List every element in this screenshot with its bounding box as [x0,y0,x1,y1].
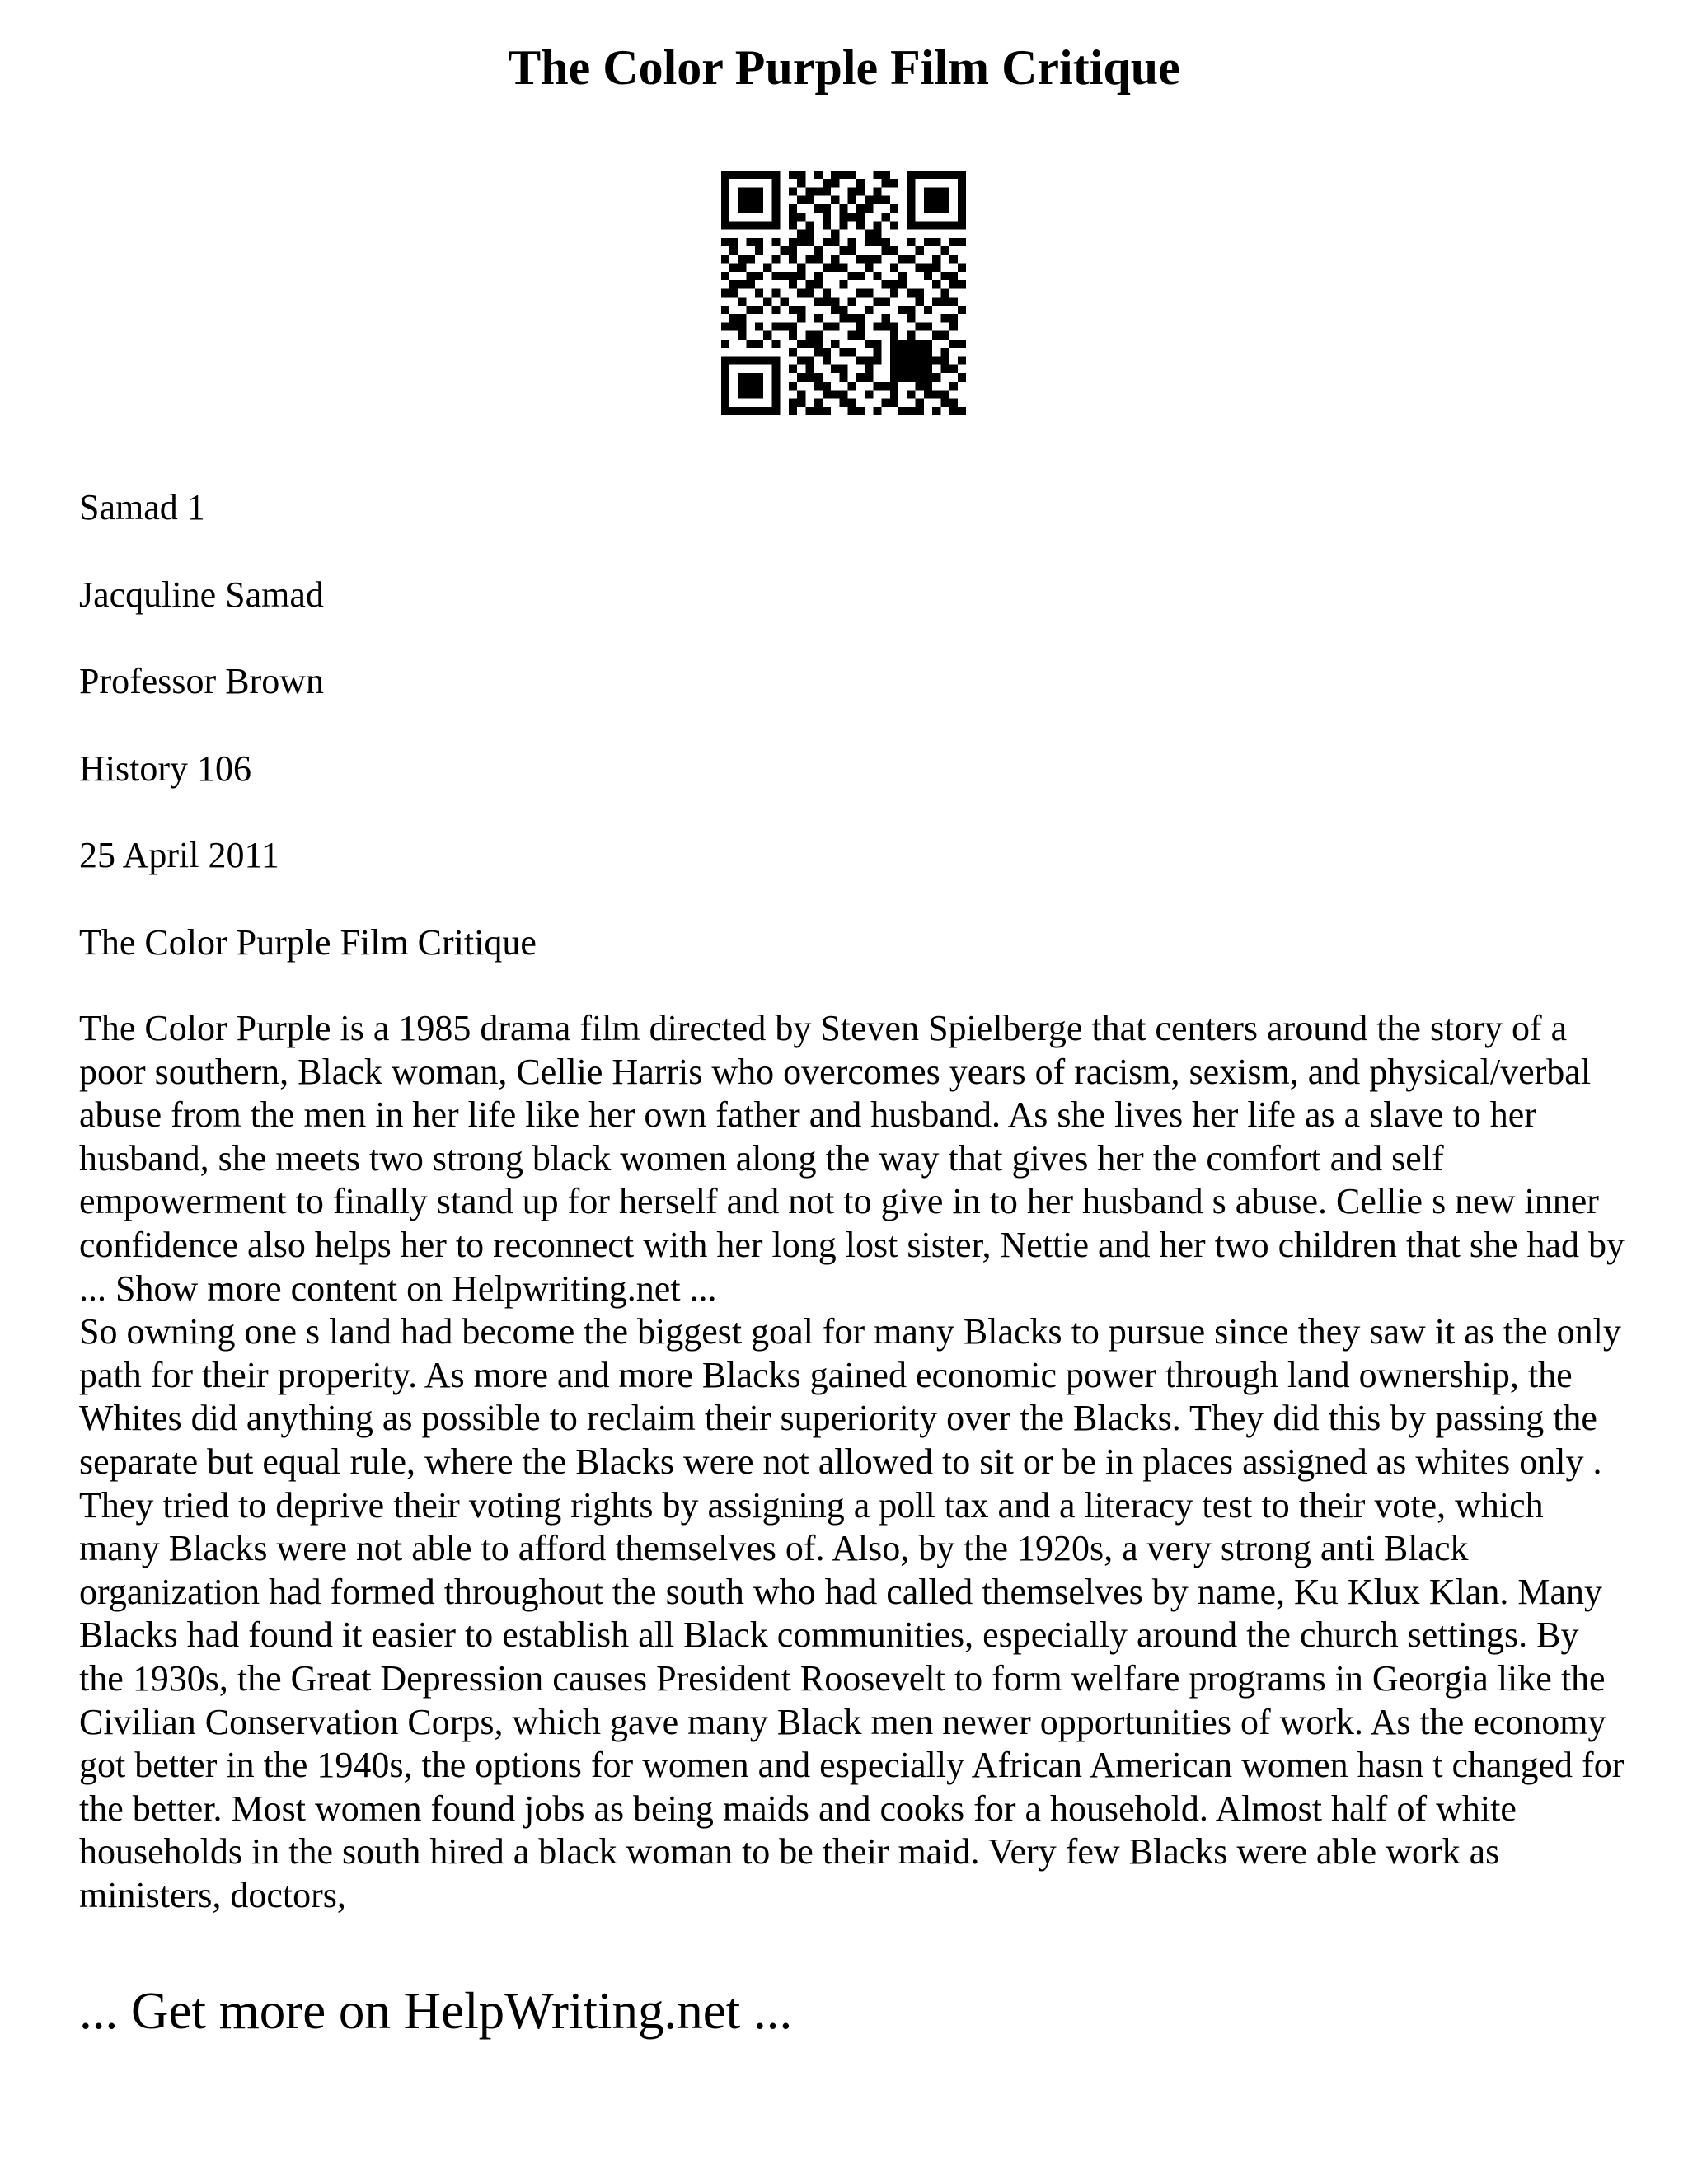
course-name: History 106 [79,748,251,789]
author-name: Jacquline Samad [79,574,324,615]
essay-paragraph-2: So owning one s land had become the biggest goal for many Blacks to pursue since they saw it as the only path for their properity. As more and more Blacks gained economic power through land ownership, the Whites did anything as possible to reclaim their superiority over the Blacks. They did this by passing the separate but equal rule, where the Blacks were not allowed to sit or be in places assigned as whites only . They tried to deprive their voting rights by assigning a poll tax and a literacy test to their vote, which many Blacks were not able to afford themselves of. Also, by the 1920s, a very strong anti Black organization had formed throughout the south who had called themselves by name, Ku Klux Klan. Many Blacks had found it easier to establish all Black communities, especially around the church settings. By the 1930s, the Great Depression causes President Roosevelt to form welfare programs in Georgia like the Civilian Conservation Corps, which gave many Black men newer opportunities of work. As the economy got better in the 1940s, the options for women and especially African American women hasn t changed for the better. Most women found jobs as being maids and cooks for a household. Almost half of white households in the south hired a black woman to be their maid. Very few Blacks were able work as ministers, doctors, [79,1311,1625,1915]
essay-title: The Color Purple Film Critique [79,922,537,963]
professor-name: Professor Brown [79,661,324,701]
get-more-link[interactable]: ... Get more on HelpWriting.net ... [79,1982,793,2040]
document-date: 25 April 2011 [79,835,279,875]
page-title: The Color Purple Film Critique [508,40,1180,95]
qr-code-icon [721,171,966,415]
essay-paragraph-1: The Color Purple is a 1985 drama film directed by Steven Spielberge that centers around the story of a poor southern, Black woman, Cellie Harris who overcomes years of racism, sexism, and physical/verbal abuse from the men in her life like her own father and husband. As she lives her life as a slave to her husband, she meets two strong black women along the way that gives her the comfort and self empowerment to finally stand up for herself and not to give in to her husband s abuse. Cellie s new inner confidence also helps her to reconnect with her long lost sister, Nettie and her two children that she had by ... Show more content on Helpwriting.net ... [79,1008,1625,1309]
essay-body [79,1007,1629,1917]
page-header: Samad 1 [79,487,205,527]
